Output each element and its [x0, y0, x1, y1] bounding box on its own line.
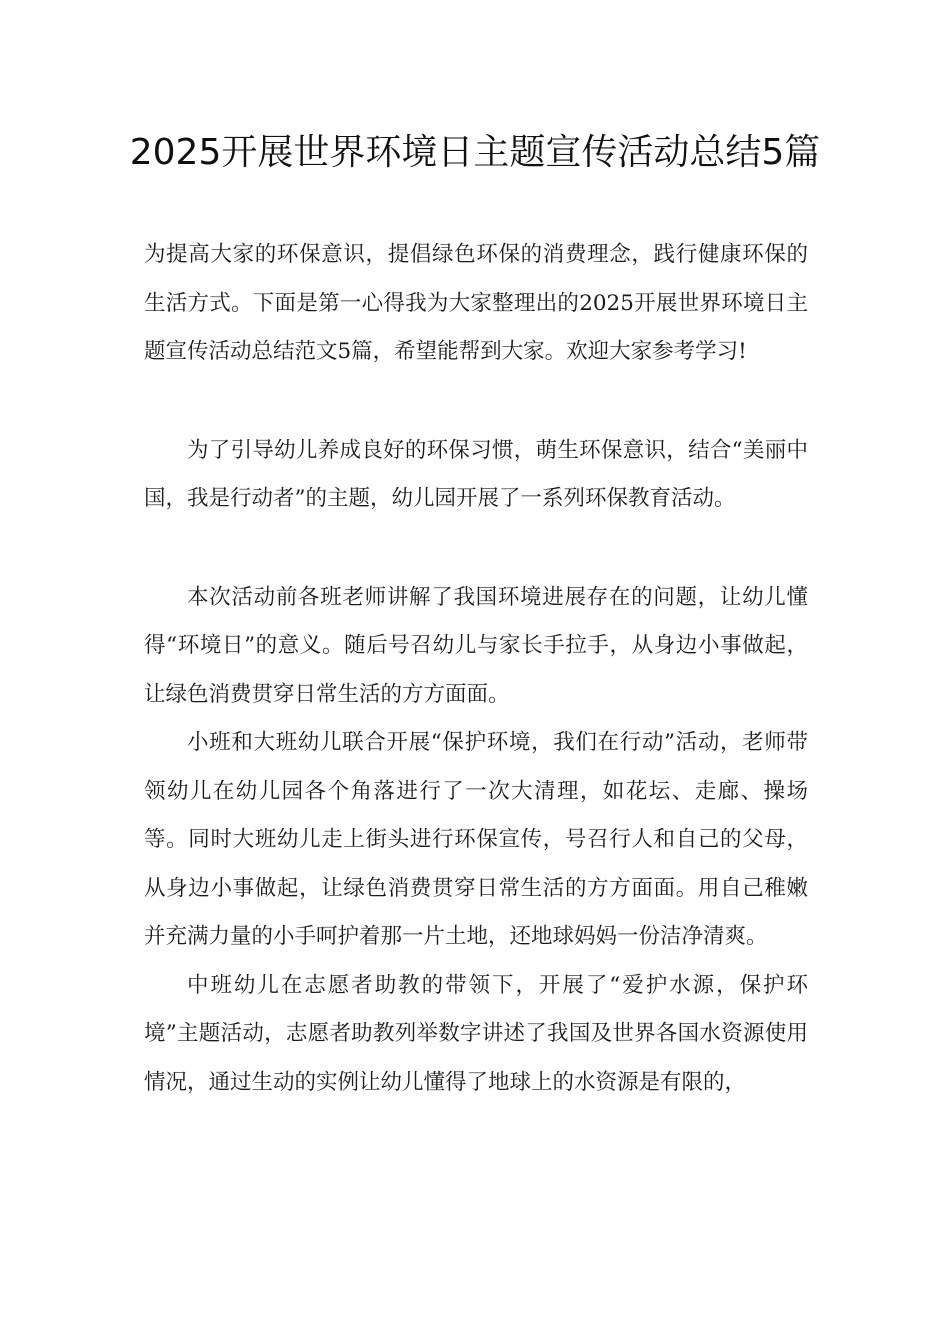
- body-paragraph-1: 为了引导幼儿养成良好的环保习惯，萌生环保意识，结合“美丽中国，我是行动者”的主题，幼儿园开展了一系列环保教育活动。: [144, 437, 808, 511]
- body-paragraph-2: 本次活动前各班老师讲解了我国环境进展存在的问题，让幼儿懂得“环境日”的意义。随后号召幼儿与家长手拉手，从身边小事做起，让绿色消费贯穿日常生活的方方面面。: [144, 584, 808, 707]
- document-title: 2025开展世界环境日主题宣传活动总结5篇: [129, 132, 821, 173]
- body-paragraph-3: 小班和大班幼儿联合开展“保护环境，我们在行动”活动，老师带领幼儿在幼儿园各个角落进行了一次大清理，如花坛、走廊、操场等。同时大班幼儿走上街头进行环保宣传，号召行人和自己的父母，从身边小事做起，让绿色消费贯穿日常生活的方方面面。用自己稚嫩并充满力量的小手呵护着那一片土地，还地球妈妈一份洁净清爽。: [144, 730, 808, 949]
- paragraph-gap: [144, 524, 808, 574]
- paragraph-gap: [144, 377, 808, 427]
- intro-paragraph: 为提高大家的环保意识，提倡绿色环保的消费理念，践行健康环保的生活方式。下面是第一心得我为大家整理出的2025开展世界环境日主题宣传活动总结范文5篇，希望能帮到大家。欢迎大家参考学习!: [144, 242, 808, 364]
- document-body: [144, 231, 808, 1107]
- body-paragraph-4: 中班幼儿在志愿者助教的带领下，开展了“爱护水源，保护环境”主题活动，志愿者助教列举数字讲述了我国及世界各国水资源使用情况，通过生动的实例让幼儿懂得了地球上的水资源是有限的，: [144, 972, 808, 1095]
